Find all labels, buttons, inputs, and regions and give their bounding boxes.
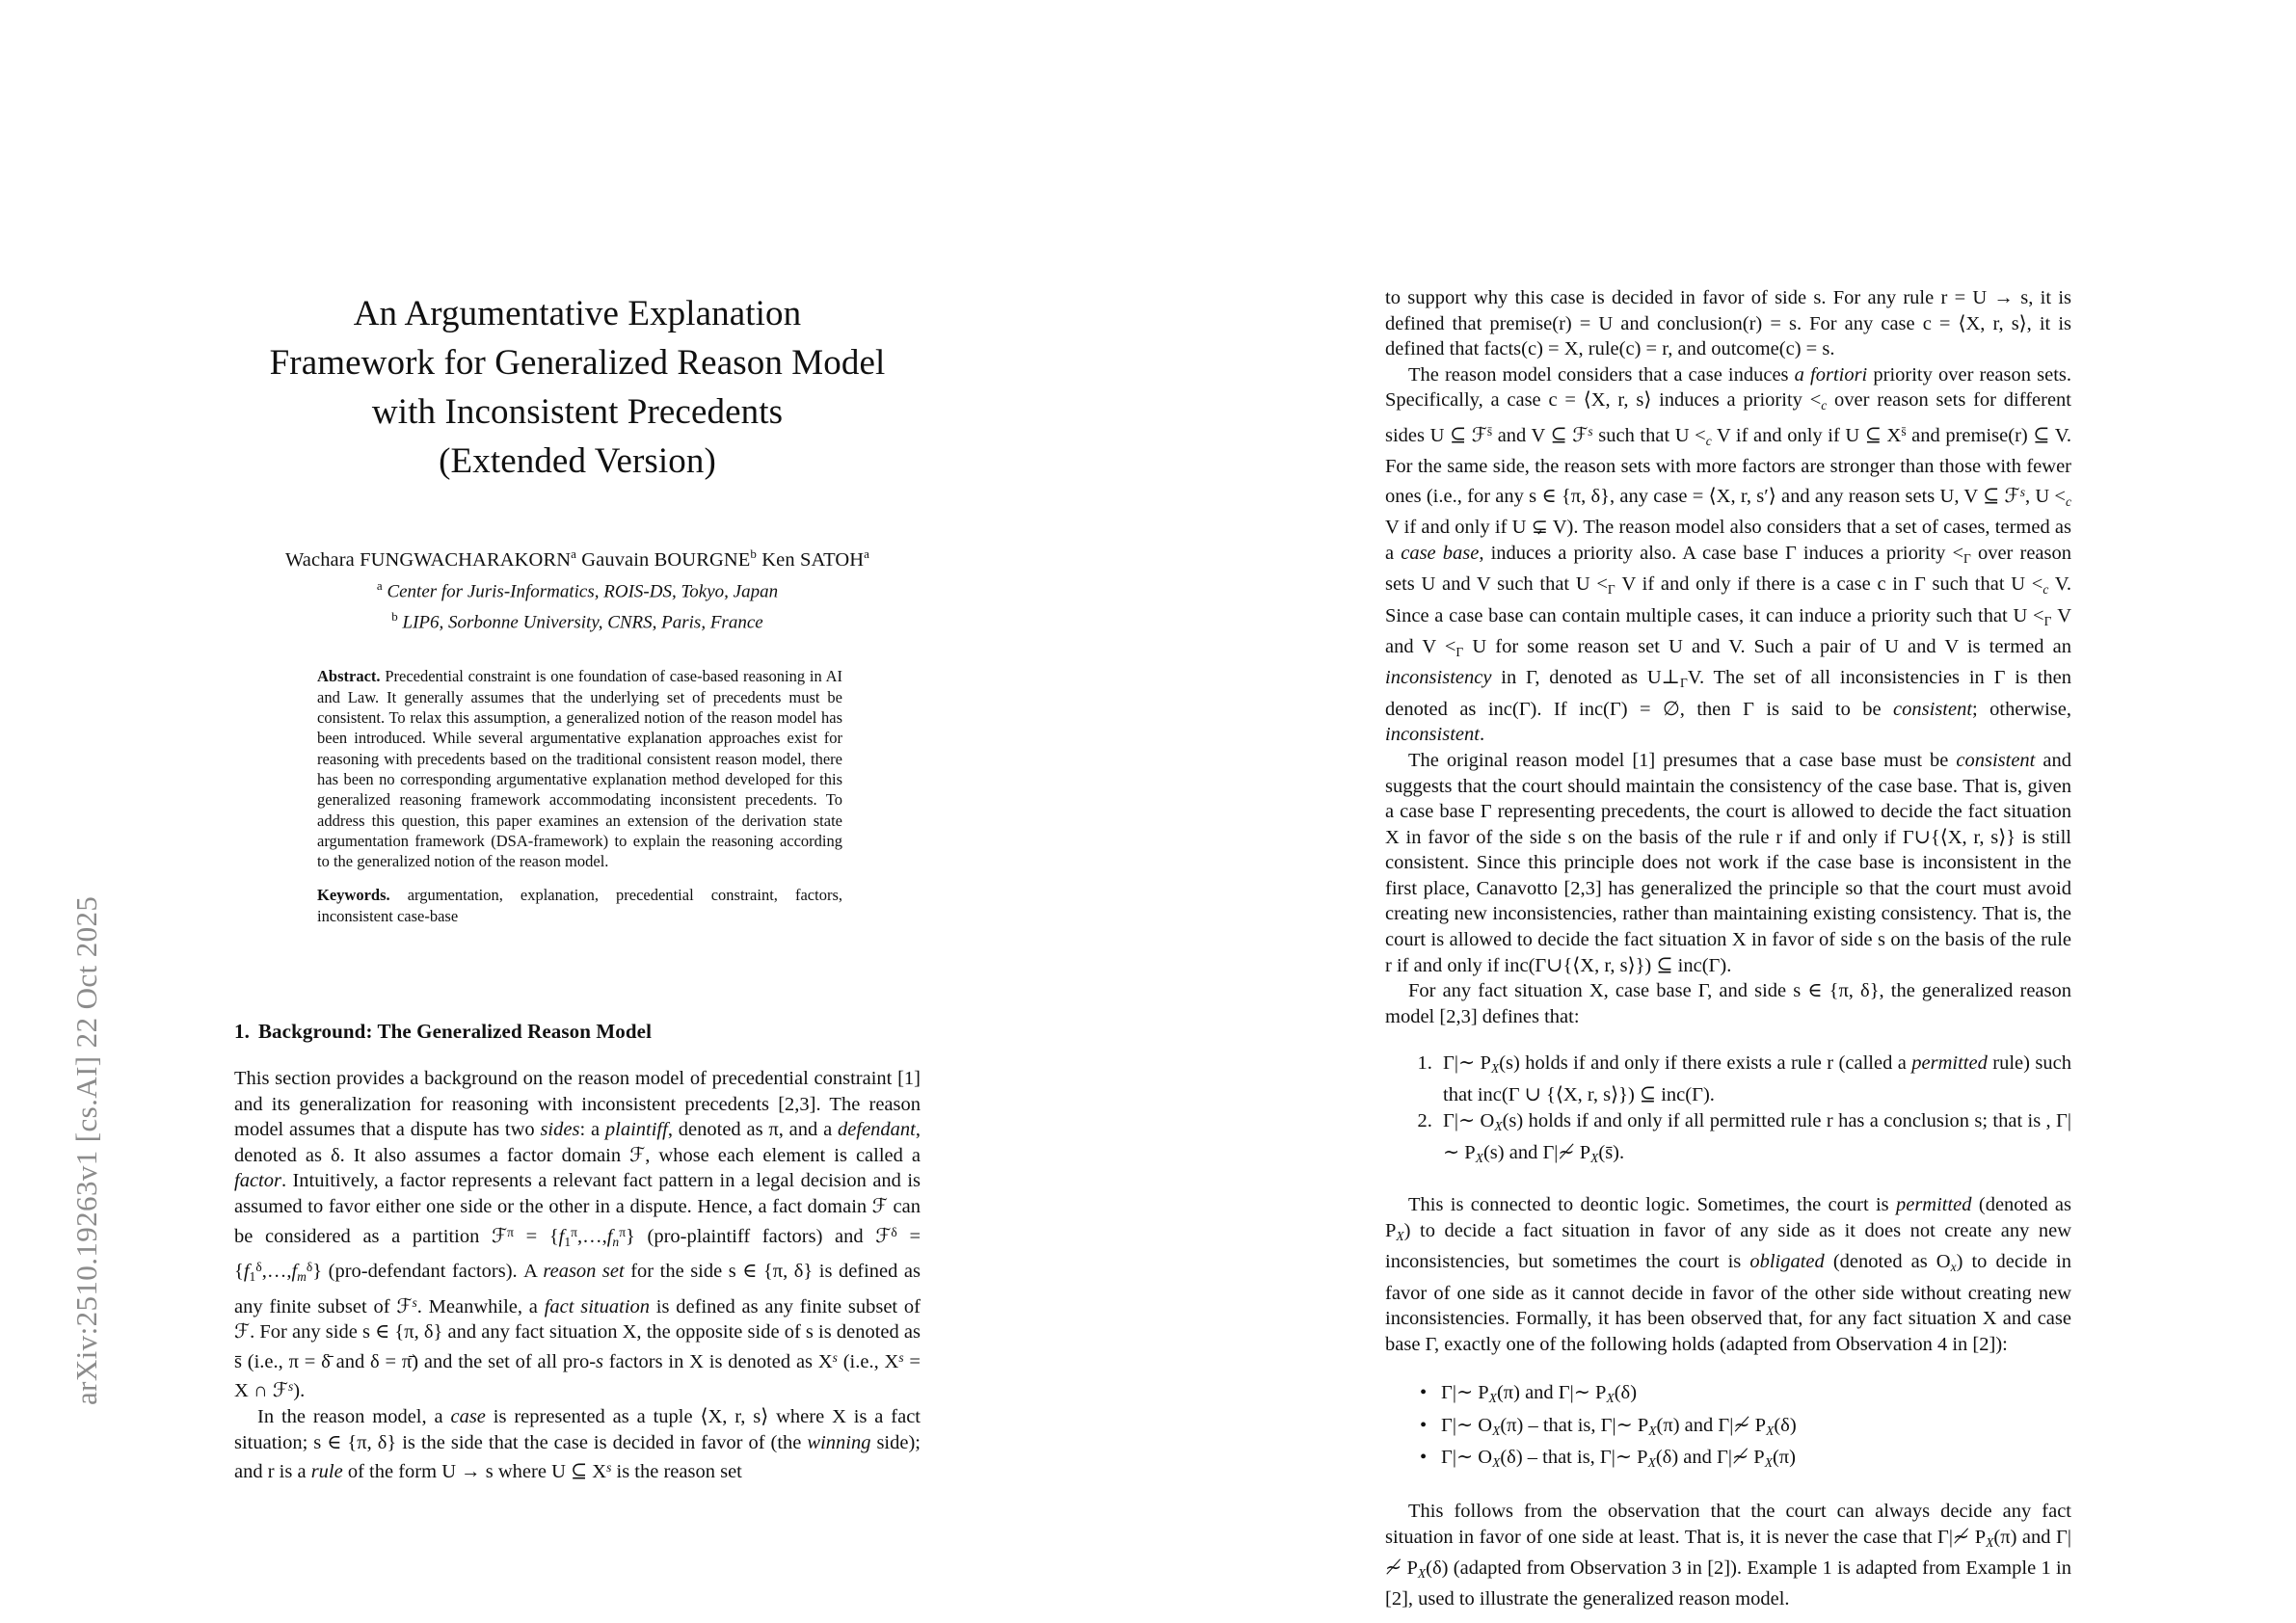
- right-paragraph-2: [1385, 362, 2071, 748]
- b2-x1: X: [1492, 1423, 1501, 1438]
- lp1-factsituation: fact situation: [544, 1295, 651, 1317]
- li2-s3: (s) and Γ|≁ P: [1482, 1141, 1591, 1163]
- rp2-sup-s2: s: [2019, 484, 2025, 499]
- rp2-sub-g4: Γ: [1455, 644, 1464, 659]
- rp2-s14: V and V <: [1385, 604, 2071, 657]
- affiliation-b-marker: b: [391, 609, 398, 625]
- list-item: [1441, 1445, 2071, 1476]
- b3-s1: Γ|∼ O: [1441, 1446, 1493, 1468]
- b1-s3: (δ): [1614, 1382, 1638, 1404]
- keywords-text: argumentation, explanation, precedential constraint, factors, inconsistent case-base: [317, 886, 842, 925]
- lp2-xs: s: [606, 1460, 612, 1476]
- rp2-sub-c4: c: [2042, 582, 2049, 597]
- b2-x3: X: [1766, 1423, 1775, 1438]
- rp6-x2: X: [1417, 1565, 1427, 1581]
- rp2-s2: priority over reason sets. Specifically, a case c = ⟨X, r, s⟩ induces a priority <: [1385, 363, 2071, 412]
- li1-subX: X: [1490, 1061, 1500, 1077]
- lp1-xs2: s: [898, 1349, 904, 1365]
- rp5-subx: x: [1950, 1259, 1957, 1274]
- rp2-s5: such that U <: [1592, 424, 1706, 446]
- lp1-s3: , denoted as π, and a: [667, 1119, 839, 1141]
- lp1-factor: factor: [234, 1170, 281, 1192]
- lp1-s12: (i.e., X: [837, 1350, 899, 1372]
- definition-list: [1385, 1051, 2071, 1171]
- title-line-1: An Argumentative Explanation: [353, 294, 802, 333]
- list-item: [1441, 1413, 2071, 1444]
- section-title: Background: The Generalized Reason Model: [257, 1020, 653, 1044]
- lp1-fm-d: δ: [306, 1260, 313, 1275]
- author-list: [234, 541, 921, 573]
- li2-s2: (s) holds if and only if all permitted rule r has a conclusion s; that is , Γ|∼ P: [1443, 1110, 2071, 1163]
- rp2-afortiori: a fortiori: [1794, 363, 1868, 386]
- rp5-s4: (denoted as O: [1824, 1251, 1951, 1273]
- lp2-s3: side); and r is a: [234, 1431, 921, 1483]
- b1-x2: X: [1606, 1391, 1615, 1406]
- rp6-x1: X: [1986, 1534, 1994, 1550]
- rp2-casebase: case base: [1401, 542, 1480, 564]
- lp1-s13: = X ∩ ℱ: [234, 1350, 921, 1402]
- affiliation-a: [234, 573, 921, 604]
- rp2-consistent: consistent: [1893, 698, 1973, 720]
- abstract-text: Precedential constraint is one foundation of case-based reasoning in AI and Law. It generally assumes that the underlying set of precedents must be consistent. To relax this assumption, a generalized notion of the reason model has been introduced. While several argumentative explanation approaches exist for reasoning with precedents based on the traditional consistent reason model, there has been no corresponding argumentative explanation method developed for this generalized reasoning framework accommodating inconsistent precedents. To address this question, this paper examines an extension of the derivation state argumentation framework (DSA-framework) to explain the reasoning according to the generalized notion of the reason model.: [317, 667, 843, 871]
- author-3-marker: a: [864, 546, 870, 561]
- b3-x1: X: [1492, 1454, 1501, 1470]
- lp1-xs1: s: [832, 1349, 838, 1365]
- author-3: Ken SATOH: [761, 548, 865, 571]
- rp2-sub-g1: Γ: [1963, 550, 1971, 566]
- section-number: 1.: [234, 1020, 250, 1044]
- lp1-s2: : a: [579, 1119, 605, 1141]
- rp2-s19: .: [1479, 724, 1485, 746]
- li2-s4: (s̄).: [1598, 1141, 1625, 1163]
- rp2-sub-g3: Γ: [2043, 613, 2052, 628]
- rp2-s6: V if and only if U ⊆ X: [1711, 424, 1902, 446]
- b2-s1: Γ|∼ O: [1441, 1414, 1493, 1436]
- rp2-s9: V if and only if U ⊊ V). The reason model also considers that a set of cases, termed as a: [1385, 517, 2071, 564]
- rp2-sup-sbar1: s̄: [1486, 423, 1493, 439]
- right-paragraph-1: to support why this case is decided in favor of side s. For any rule r = U → s, it is defined that premise(r) = U and conclusion(r) = s. For any case c = ⟨X, r, s⟩, it is defined that facts(c) = X, rule(c) = r, and outcome(c) = s.: [1385, 287, 2071, 360]
- rp6-s2: (π) and Γ|≁ P: [1385, 1526, 2072, 1580]
- abstract-block: [317, 666, 842, 926]
- rp6-s1: This follows from the observation that the court can always decide any fact situation in favor of one side at least. That is, it is never the case that Γ|≁ P: [1385, 1501, 2071, 1548]
- left-column: [234, 289, 921, 1485]
- affiliation-a-text: Center for Juris-Informatics, ROIS-DS, Tokyo, Japan: [387, 581, 779, 602]
- b3-s3: (δ) and Γ|≁ P: [1655, 1446, 1765, 1468]
- b1-s1: Γ|∼ P: [1441, 1382, 1489, 1404]
- title-line-3: with Inconsistent Precedents: [371, 392, 784, 432]
- lp1-reasonset: reason set: [543, 1261, 625, 1283]
- arxiv-stamp: [0, 0, 116, 1623]
- author-1: Wachara FUNGWACHARAKORN: [284, 548, 572, 571]
- lp2-s4: of the form U → s where U ⊆ X: [342, 1461, 607, 1483]
- affiliation-a-marker: a: [376, 577, 383, 593]
- affiliation-b: [234, 604, 921, 635]
- b2-s2: (π) – that is, Γ|∼ P: [1500, 1414, 1649, 1436]
- abstract-paragraph: [317, 666, 842, 871]
- rp2-inconsistent: inconsistent: [1385, 724, 1480, 746]
- lp1-s7: (pro-defendant factors). A: [322, 1261, 544, 1283]
- title-line-4: (Extended Version): [439, 441, 716, 481]
- lp1-fs: s: [287, 1379, 294, 1395]
- lp1-fn-pi: π: [619, 1224, 627, 1239]
- rp3-consistent: consistent: [1956, 749, 2036, 771]
- keywords-paragraph: [317, 885, 842, 926]
- b3-x2: X: [1647, 1454, 1656, 1470]
- li1-permitted: permitted: [1911, 1052, 1988, 1075]
- rp2-s17: V. The set of all inconsistencies in Γ is then denoted as inc(Γ). If inc(Γ) = ∅, then Γ is said to be: [1385, 667, 2071, 720]
- lp1-s5: . Intuitively, a factor represents a relevant fact pattern in a legal decision and is assumed to favor either one side or the other in a dispute. Hence, a fact domain ℱ can be considered as a partition ℱ: [234, 1170, 921, 1247]
- rp2-sub-c2: c: [1705, 433, 1712, 448]
- list-item: [1437, 1051, 2071, 1107]
- lp1-s6: (pro-plaintiff factors) and ℱ: [634, 1225, 892, 1247]
- li2-subX2: X: [1475, 1150, 1483, 1165]
- lp1-plaintiff: plaintiff: [604, 1119, 668, 1141]
- lp1-pro-s: s: [596, 1350, 603, 1372]
- b1-s2: (π) and Γ|∼ P: [1496, 1382, 1607, 1404]
- author-2-marker: b: [750, 546, 758, 561]
- page-title: [234, 289, 921, 486]
- rp2-s4: and V ⊆ ℱ: [1492, 424, 1589, 446]
- lp2-s2: is represented as a tuple ⟨X, r, s⟩ where X is a fact situation; s ∈ {π, δ} is the side that the case is decided in favor of (the: [234, 1406, 921, 1453]
- rp5-s2: (denoted as P: [1385, 1194, 2071, 1241]
- li2-subX1: X: [1494, 1119, 1503, 1134]
- rp2-sup-sbar2: s̄: [1901, 423, 1907, 439]
- author-2: Gauvain BOURGNE: [581, 548, 751, 571]
- lp1-sup-delta: δ: [891, 1224, 897, 1239]
- b3-x3: X: [1764, 1454, 1773, 1470]
- arxiv-identifier-text: arXiv:2510.19263v1 [cs.AI] 22 Oct 2025: [69, 895, 103, 1405]
- lp2-s5: is the reason set: [611, 1461, 742, 1483]
- lp1-f1-pi: π: [571, 1224, 577, 1239]
- lp1-s1: This section provides a background on the reason model of precedential constraint [1] and its generalization for reasoning with inconsistent precedents [2,3]. The reason model assumes that a dispute has two: [234, 1068, 921, 1141]
- lp1-sup-s: s: [412, 1294, 417, 1310]
- b3-s2: (δ) – that is, Γ|∼ P: [1500, 1446, 1648, 1468]
- rp2-s3: over reason sets for different sides U ⊆ ℱ: [1385, 389, 2071, 446]
- right-paragraph-3: [1385, 748, 2071, 978]
- right-paragraph-5: [1385, 1192, 2071, 1357]
- lp1-s14: ).: [293, 1380, 306, 1402]
- rp2-s18: ; otherwise,: [1972, 698, 2071, 720]
- section-heading: [234, 1020, 921, 1044]
- lp2-winning: winning: [807, 1431, 871, 1453]
- rp2-s16: in Γ, denoted as U⊥: [1491, 667, 1680, 689]
- observation-bullet-list: [1385, 1380, 2071, 1476]
- lp2-case: case: [450, 1406, 486, 1428]
- lp2-s1: In the reason model, a: [257, 1406, 451, 1428]
- right-column: [1385, 285, 2071, 1612]
- rp3-s2: and suggests that the court should maintain the consistency of the case base. That is, given a case base Γ representing precedents, the court is allowed to decide the fact situation X in favor of the side s on the basis of the rule r if and only if Γ∪{⟨X, r, s⟩} is still consistent. Since this principle does not work if the case base is inconsistent in the first place, Canavotto [2,3] has generalized the principle so that the court must avoid creating new inconsistencies, rather than maintaining existing consistency. That is, the court is allowed to decide the fact situation X in favor of side s on the basis of the rule r if and only if inc(Γ∪{⟨X, r, s⟩}) ⊆ inc(Γ).: [1385, 749, 2072, 976]
- li2-subX3: X: [1590, 1150, 1599, 1165]
- affiliation-b-text: LIP6, Sorbonne University, CNRS, Paris, France: [402, 612, 763, 633]
- rp2-s7: and premise(r) ⊆ V. For the same side, the reason sets with more factors are stronger than those with fewer ones (i.e., for any s ∈ {π, δ}, any case = ⟨X, r, s′⟩ and any reason sets U, V ⊆ ℱ: [1385, 424, 2071, 507]
- b2-s4: (δ): [1774, 1414, 1797, 1436]
- rp5-subX: X: [1396, 1228, 1404, 1243]
- left-paragraph-1: This section provides a background on the reason model of precedential constraint [1] and its generalization for reasoning with inconsistent precedents [2,3]. The reason model assumes that a dispute has two sides: a plaintiff, denoted as π, and a defendant, denoted as δ. It also assumes a factor domain ℱ, whose each element is called a factor. Intuitively, a factor represents a relevant fact pattern in a legal decision and is assumed to favor either one side or the other in a dispute. Hence, a fact domain ℱ can be considered as a partition ℱ$^\pi$ = $\{f_1^\pi,\dots,f_n^\pi\}$ (pro-plaintiff factors) and ℱ$^\delta$ = $\{f_1^\delta,\dots,f_m^\delta\}$ (pro-defendant factors). A reason set for the side s ∈ {π, δ} is defined as any finite subset of ℱ$^s$. Meanwhile, a fact situation is defined as any finite subset of ℱ. For any side s ∈ {π, δ} and any fact situation X, the opposite side of s is denoted as s̄ (i.e., π = δ̄ and δ = π̄) and the set of all pro-s factors in X is denoted as $X^s$ (i.e., $X^s = X$ ∩ ℱ$^s$).: [234, 1068, 921, 1402]
- lp1-f1-d: δ: [255, 1260, 262, 1275]
- author-1-marker: a: [571, 546, 577, 561]
- rp2-s13: V. Since a case base can contain multiple cases, it can induce a priority such that U <: [1385, 573, 2071, 626]
- li1-s2: (s) holds if and only if there exists a rule r (called a: [1499, 1052, 1912, 1075]
- b3-s4: (π): [1772, 1446, 1796, 1468]
- b1-x1: X: [1488, 1391, 1497, 1406]
- rp5-s1: This is connected to deontic logic. Sometimes, the court is: [1408, 1194, 1896, 1216]
- right-paragraph-6: [1385, 1499, 2071, 1612]
- left-paragraph-2: [234, 1404, 921, 1485]
- rp2-sub-c3: c: [2066, 493, 2071, 509]
- li2-s1: Γ|∼ O: [1443, 1110, 1495, 1132]
- rp5-s5: ) to decide in favor of one side as it cannot decide in favor of the other side without creating new inconsistencies. Formally, it has been observed that, for any fact situation X and case base Γ, exactly one of the following holds (adapted from Observation 4 in [2]):: [1385, 1251, 2071, 1355]
- rp5-obligated: obligated: [1749, 1251, 1825, 1273]
- lp1-sides: sides: [540, 1119, 580, 1141]
- lp1-s10: is defined as any finite subset of ℱ. For any side s ∈ {π, δ} and any fact situation X, the opposite side of s is denoted as s̄ (i.e., π = δ̄ and δ = π̄) and the set of all pro-: [234, 1295, 921, 1372]
- rp6-s3: (δ) (adapted from Observation 3 in [2]). Example 1 is adapted from Example 1 in [2], used to illustrate the generalized reason model.: [1385, 1557, 2072, 1610]
- rp2-s12: V if and only if there is a case c in Γ such that U <: [1615, 573, 2043, 596]
- lp1-s11: factors in X is denoted as X: [603, 1350, 833, 1372]
- rp2-sub-g2: Γ: [1607, 582, 1615, 597]
- lp1-defendant: defendant: [838, 1119, 916, 1141]
- rp2-inconsistency: inconsistency: [1385, 667, 1492, 689]
- lp2-rule: rule: [310, 1461, 343, 1483]
- rp2-s15: U for some reason set U and V. Such a pair of U and V is termed an: [1463, 635, 2071, 657]
- list-item: [1437, 1108, 2071, 1171]
- title-line-2: Framework for Generalized Reason Model: [269, 343, 886, 383]
- b2-s3: (π) and Γ|≁ P: [1656, 1414, 1767, 1436]
- lp1-s8: for the side s ∈ {π, δ} is defined as any finite subset of ℱ: [234, 1261, 921, 1317]
- keywords-label: Keywords.: [317, 886, 390, 905]
- list-item: [1441, 1380, 2071, 1411]
- rp5-permitted: permitted: [1895, 1194, 1972, 1216]
- rp2-s11: over reason sets U and V such that U <: [1385, 542, 2071, 596]
- rp2-sub-c1: c: [1821, 398, 1828, 413]
- b2-x2: X: [1648, 1423, 1657, 1438]
- rp2-s1: The reason model considers that a case induces: [1408, 363, 1795, 386]
- abstract-label: Abstract.: [317, 667, 381, 686]
- rp3-s1: The original reason model [1] presumes that a case base must be: [1408, 749, 1957, 771]
- lp1-s4: , denoted as δ. It also assumes a factor domain ℱ, whose each element is called a: [234, 1119, 921, 1166]
- li1-s3: rule) such that inc(Γ ∪ {⟨X, r, s⟩}) ⊆ inc(Γ).: [1443, 1052, 2071, 1105]
- li1-s1: Γ|∼ P: [1443, 1052, 1491, 1075]
- rp2-sup-s1: s: [1588, 423, 1593, 439]
- rp2-s10: , induces a priority also. A case base Γ induces a priority <: [1479, 542, 1964, 564]
- lp1-s9: . Meanwhile, a: [416, 1295, 545, 1317]
- right-paragraph-4: For any fact situation X, case base Γ, and side s ∈ {π, δ}, the generalized reason model [2,3] defines that:: [1385, 980, 2071, 1027]
- rp2-s8: , U <: [2024, 485, 2066, 507]
- lp1-sup-pi: π: [507, 1224, 514, 1239]
- rp2-sub-g5: Γ: [1679, 676, 1688, 691]
- rp5-s3: ) to decide a fact situation in favor of any side as it does not create any new inconsistencies, but sometimes the court is: [1385, 1219, 2071, 1273]
